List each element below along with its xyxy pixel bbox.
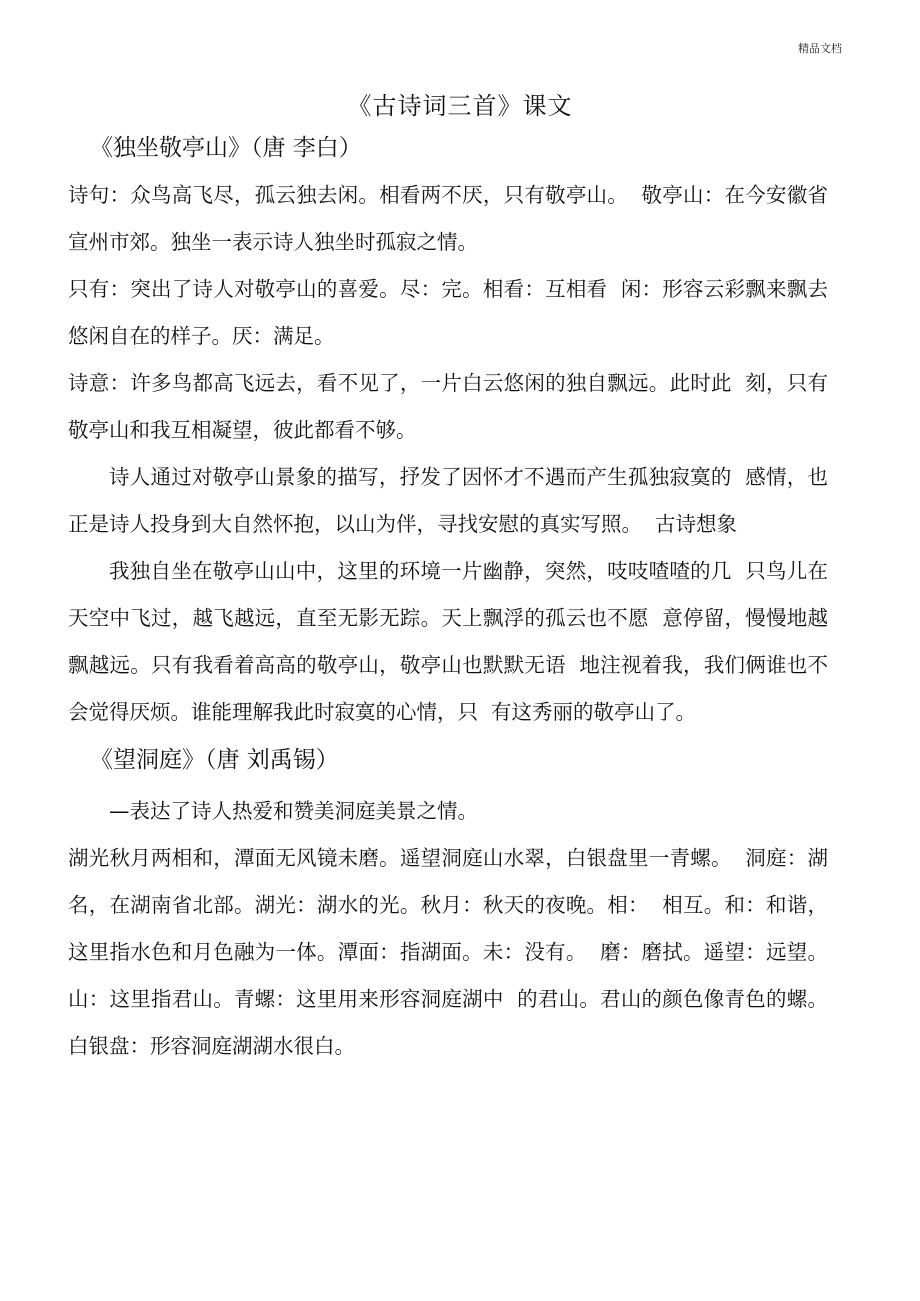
document-title: 《古诗词三首》课文 — [347, 92, 573, 120]
poem2-theme-paragraph: —表达了诗人热爱和赞美洞庭美景之情。 — [109, 799, 478, 823]
poem1-heading: 《独坐敬亭山》（唐 李白） — [90, 135, 362, 161]
poem1-analysis-paragraph: 诗人通过对敬亭山景象的描写，抒发了因怀才不遇而产生孤独寂寞的 感情，也正是诗人投身到大自然怀抱，以山为伴，寻找安慰的真实写照。 古诗想象 — [68, 465, 828, 536]
watermark-label: 精品文档 — [798, 42, 842, 55]
poem1-meaning-paragraph: 诗意：许多鸟都高飞远去，看不见了，一片白云悠闲的独自飘远。此时此 刻，只有敬亭山和我互相凝望，彼此都看不够。 — [68, 371, 828, 442]
poem1-notes-paragraph: 只有：突出了诗人对敬亭山的喜爱。尽：完。相看：互相看 闲：形容云彩飘来飘去悠闲自在的样子。厌：满足。 — [68, 277, 828, 348]
poem1-verse-paragraph: 诗句：众鸟高飞尽，孤云独去闲。相看两不厌，只有敬亭山。 敬亭山：在今安徽省宣州市郊。独坐一表示诗人独坐时孤寂之情。 — [68, 183, 828, 254]
poem1-imagination-paragraph: 我独自坐在敬亭山山中，这里的环境一片幽静，突然，吱吱喳喳的几 只鸟儿在天空中飞过，越飞越远，直至无影无踪。天上飘浮的孤云也不愿 意停留，慢慢地越飘越远。只有我看着高高的敬亭山，敬亭山也默默无语 地注视着我，我们俩谁也不会觉得厌烦。谁能理解我此时寂寞的心情，只 有这秀丽的敬亭山了。 — [68, 559, 828, 724]
poem2-verse-notes-paragraph: 湖光秋月两相和，潭面无风镜未磨。遥望洞庭山水翠，白银盘里一青螺。 洞庭：湖名，在湖南省北部。湖光：湖水的光。秋月：秋天的夜晚。相： 相互。和：和谐，这里指水色和月色融为一体。潭面：指湖面。未：没有。 磨：磨拭。遥望：远望。山：这里指君山。青螺：这里用来形容洞庭湖中 的君山。君山的颜色像青色的螺。白银盘：形容洞庭湖湖水很白。 — [68, 846, 828, 1058]
document-body — [68, 128, 828, 1070]
poem2-heading: 《望洞庭》（唐 刘禹锡） — [90, 747, 339, 773]
